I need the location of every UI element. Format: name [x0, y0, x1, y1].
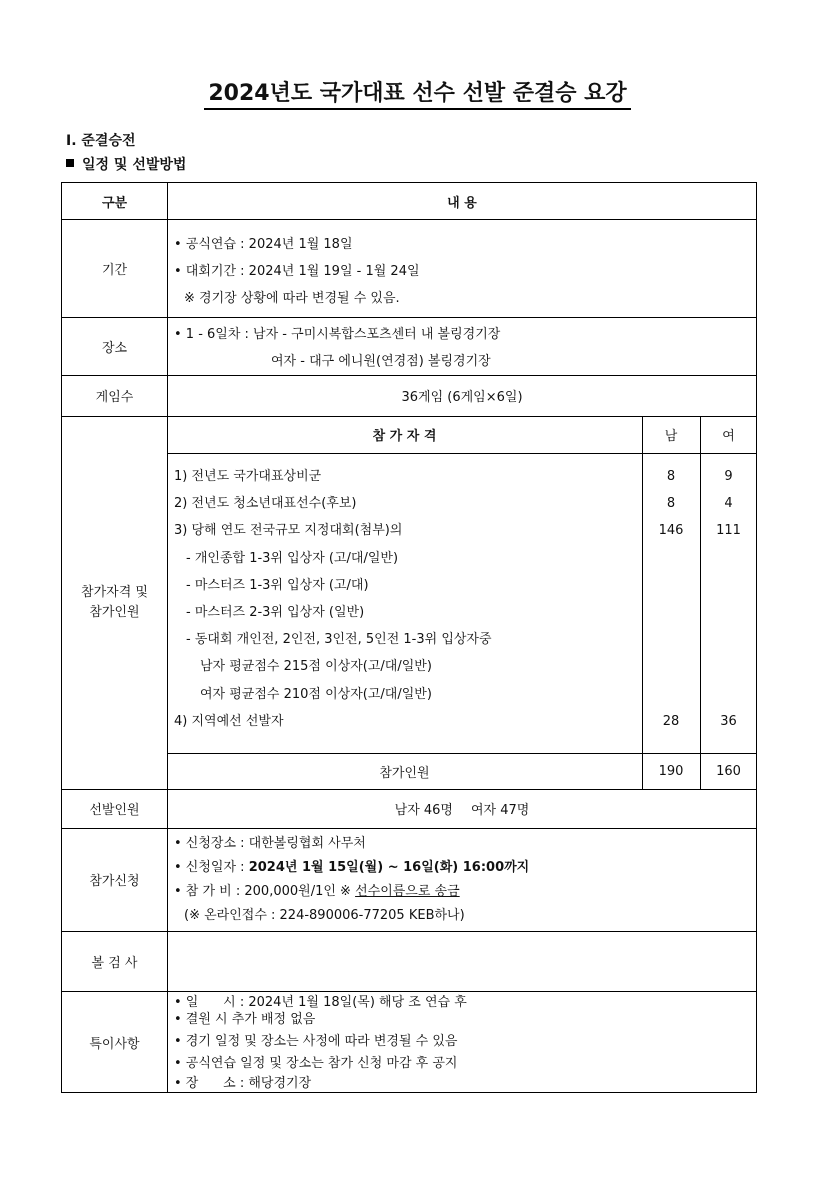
qualification-male-count: 8 — [666, 469, 676, 484]
period-line: • 공식연습 : 2024년 1월 18일 — [174, 237, 353, 252]
qualification-female-count — [700, 572, 757, 599]
notes-content — [174, 1009, 457, 1075]
qualification-female-count — [700, 545, 757, 572]
venue-line: • 1 - 6일차 : 남자 - 구미시복합스포츠센터 내 볼링경기장 — [174, 327, 501, 342]
qualification-male-count — [642, 653, 700, 680]
qualification-male-count — [642, 681, 700, 708]
section-heading: Ⅰ. 준결승전 — [66, 133, 136, 149]
period-content — [174, 231, 420, 312]
total-male: 190 — [658, 763, 684, 779]
qualification-male-count: 146 — [658, 523, 684, 539]
selection-female: 여자 47명 — [471, 803, 530, 818]
qualification-female-count — [700, 599, 757, 626]
qualification-criterion: 3) 당해 연도 전국규모 지정대회(첨부)의 — [174, 523, 403, 539]
selection-label: 선발인원 — [89, 803, 140, 818]
application-content — [174, 832, 529, 928]
header-category: 구분 — [101, 195, 128, 211]
qualification-header: 참 가 자 격 — [372, 429, 437, 444]
notes-label: 특이사항 — [89, 1036, 140, 1052]
venue-content — [174, 321, 500, 375]
qualification-criterion: - 마스터즈 2-3위 입상자 (일반) — [186, 605, 365, 620]
equipment-date: • 일 시 : 2024년 1월 18일(목) 해당 조 연습 후 — [174, 995, 467, 1010]
qualification-male-count — [642, 572, 700, 599]
application-date: • 신청일자 : 2024년 1월 15일(월) ~ 16일(화) 16:00까지 — [174, 860, 530, 875]
qualification-female-count: 4 — [724, 496, 733, 512]
total-label: 참가인원 — [379, 765, 430, 781]
header-content: 내 용 — [447, 195, 477, 211]
qualification-criterion: 4) 지역예선 선발자 — [174, 713, 284, 729]
qualification-criterion: 여자 평균점수 210점 이상자(고/대/일반) — [200, 686, 432, 702]
qualification-label — [62, 416, 167, 789]
games-value: 36게임 (6게임×6일) — [401, 390, 523, 405]
note-line: • 공식연습 일정 및 장소는 참가 신청 마감 후 공지 — [174, 1056, 458, 1071]
qualification-female-count — [700, 626, 757, 653]
qualification-male-count — [642, 599, 700, 626]
application-fee: • 참 가 비 : 200,000원/1인 ※ 선수이름으로 송금 — [174, 884, 460, 899]
qualification-male-count: 8 — [666, 496, 676, 512]
application-place: • 신청장소 : 대한볼링협회 사무처 — [174, 836, 366, 851]
period-line: • 대회기간 : 2024년 1월 19일 - 1월 24일 — [174, 264, 420, 279]
application-online: (※ 온라인접수 : 224-890006-77205 KEB하나) — [184, 908, 465, 923]
selection-male: 남자 46명 — [394, 803, 453, 818]
square-bullet-icon — [66, 159, 74, 167]
document-title: 2024년도 국가대표 선수 선발 준결승 요강 — [0, 76, 835, 107]
female-header: 여 — [722, 429, 735, 444]
venue-label: 장소 — [101, 340, 128, 356]
qualification-female-count: 36 — [720, 713, 737, 729]
period-label: 기간 — [101, 262, 128, 278]
note-line: • 결원 시 추가 배정 없음 — [174, 1012, 316, 1027]
qualification-female-count: 111 — [716, 523, 741, 539]
qualification-criterion: - 동대회 개인전, 2인전, 3인전, 5인전 1-3위 입상자중 — [186, 632, 492, 648]
schedule-table — [61, 182, 757, 1093]
qualification-female-count: 9 — [724, 469, 733, 484]
qualification-female-count — [700, 653, 757, 680]
qualification-label-line: 참가자격 및 — [81, 584, 148, 600]
qualification-criterion: 2) 전년도 청소년대표선수(후보) — [174, 496, 357, 512]
qualification-criterion: - 개인종합 1-3위 입상자 (고/대/일반) — [186, 550, 399, 566]
equipment-place: • 장 소 : 해당경기장 — [174, 1076, 312, 1091]
qualification-criterion: 남자 평균점수 215점 이상자(고/대/일반) — [200, 659, 432, 675]
note-line: • 경기 일정 및 장소는 사정에 따라 변경될 수 있음 — [174, 1034, 458, 1049]
equipment-label: 볼 검 사 — [91, 955, 138, 971]
male-header: 남 — [664, 429, 678, 444]
application-label: 참가신청 — [89, 874, 140, 889]
qualification-male-count — [642, 626, 700, 653]
qualification-male-count — [642, 545, 700, 572]
venue-line: 여자 - 대구 에니원(연경점) 볼링경기장 — [271, 354, 491, 369]
subsection-heading: 일정 및 선발방법 — [66, 154, 186, 174]
total-female: 160 — [716, 763, 741, 779]
qualification-male-count: 28 — [662, 713, 680, 729]
qualification-criterion: 1) 전년도 국가대표상비군 — [174, 469, 322, 484]
qualification-criterion: - 마스터즈 1-3위 입상자 (고/대) — [186, 577, 369, 593]
qualification-label-line: 참가인원 — [89, 604, 140, 620]
selection-value — [167, 789, 757, 828]
period-note: ※ 경기장 상황에 따라 변경될 수 있음. — [184, 291, 400, 306]
qualification-female-count — [700, 681, 757, 708]
games-label: 게임수 — [95, 390, 134, 405]
